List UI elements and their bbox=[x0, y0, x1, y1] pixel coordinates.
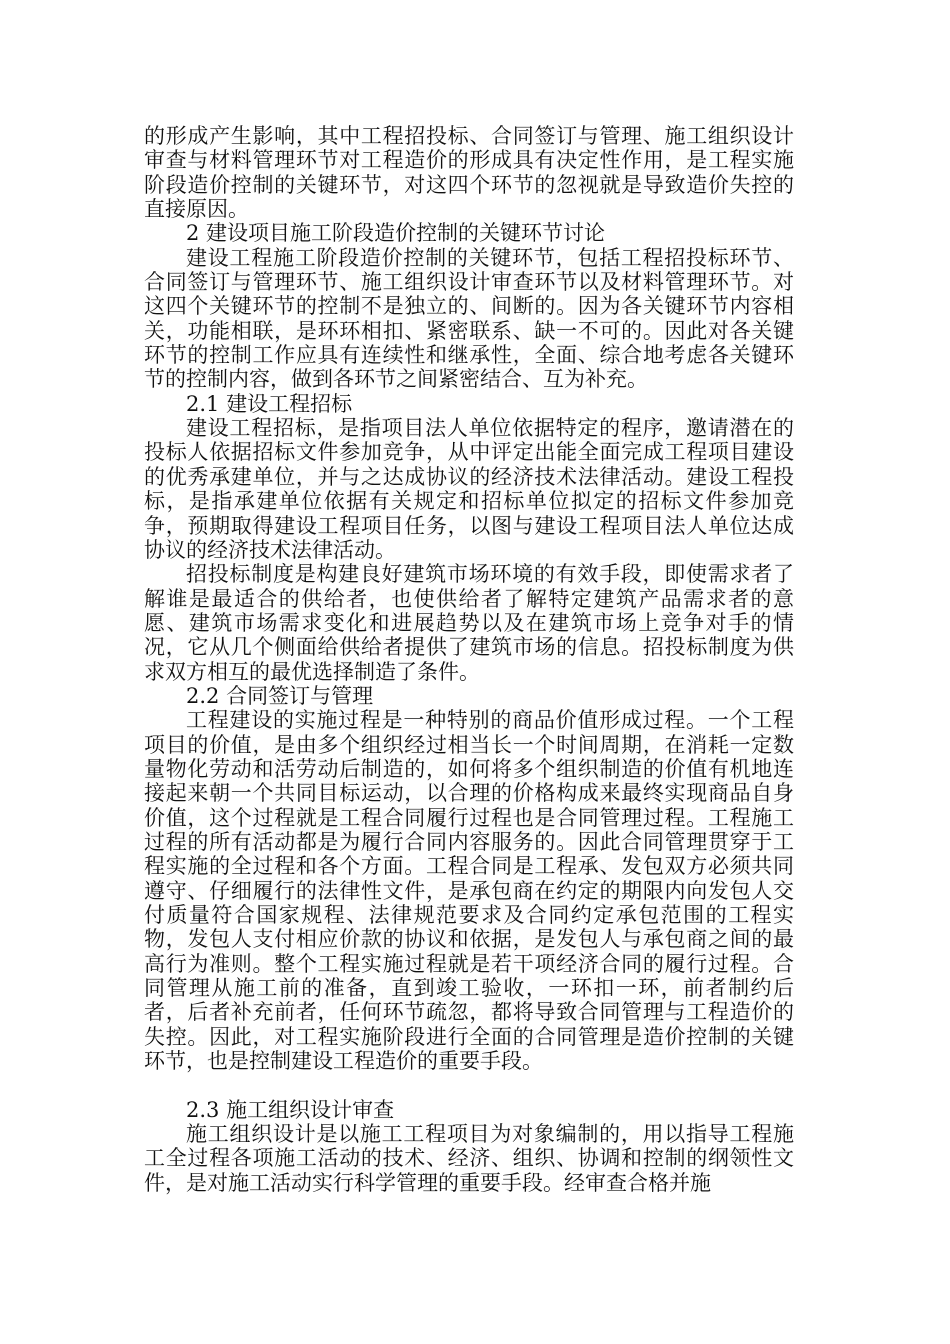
section-2-2-paragraph: 工程建设的实施过程是一种特别的商品价值形成过程。一个工程项目的价值，是由多个组织经过相当长一个时间周期，在消耗一定数量物化劳动和活劳动后制造的，如何将多个组织制造的价值有机地连接起来朝一个共同目标运动，以合理的价格构成来最终实现商品自身价值，这个过程就是工程合同履行过程也是合同管理过程。工程施工过程的所有活动都是为履行合同内容服务的。因此合同管理贯穿于工程实施的全过程和各个方面。工程合同是工程承、发包双方必须共同遵守、仔细履行的法律性文件，是承包商在约定的期限内向发包人交付质量符合国家规程、法律规范要求及合同约定承包范围的工程实物，发包人支付相应价款的协议和依据，是发包人与承包商之间的最高行为准则。整个工程实施过程就是若干项经济合同的履行过程。合同管理从施工前的准备，直到竣工验收，一环扣一环，前者制约后者，后者补充前者，任何环节疏忽，都将导致合同管理与工程造价的失控。因此，对工程实施阶段进行全面的合同管理是造价控制的关键环节，也是控制建设工程造价的重要手段。 bbox=[144, 708, 794, 1074]
section-2-heading: 2 建设项目施工阶段造价控制的关键环节讨论 bbox=[186, 221, 606, 246]
blank-line bbox=[144, 1073, 794, 1097]
section-2-3-heading: 2.3 施工组织设计审查 bbox=[186, 1097, 395, 1122]
document-page bbox=[144, 124, 794, 1195]
section-2-1-heading: 2.1 建设工程招标 bbox=[186, 391, 353, 416]
section-2-3-paragraph: 施工组织设计是以施工工程项目为对象编制的，用以指导工程施工全过程各项施工活动的技术、经济、组织、协调和控制的纲领性文件，是对施工活动实行科学管理的重要手段。经审查合格并施 bbox=[144, 1122, 794, 1195]
section-2-1-paragraph-1: 建设工程招标，是指项目法人单位依据特定的程序，邀请潜在的投标人依据招标文件参加竞争，从中评定出能全面完成工程项目建设的优秀承建单位，并与之达成协议的经济技术法律活动。建设工程投标，是指承建单位依据有关规定和招标单位拟定的招标文件参加竞争，预期取得建设工程项目任务，以图与建设工程项目法人单位达成协议的经济技术法律活动。 bbox=[144, 416, 794, 562]
section-2-1-paragraph-2: 招投标制度是构建良好建筑市场环境的有效手段，即使需求者了解谁是最适合的供给者，也使供给者了解特定建筑产品需求者的意愿、建筑市场需求变化和进展趋势以及在建筑市场上竞争对手的情况，它从几个侧面给供给者提供了建筑市场的信息。招投标制度为供求双方相互的最优选择制造了条件。 bbox=[144, 562, 794, 684]
section-2-paragraph: 建设工程施工阶段造价控制的关键环节，包括工程招投标环节、合同签订与管理环节、施工组织设计审查环节以及材料管理环节。对这四个关键环节的控制不是独立的、间断的。因为各关键环节内容相关，功能相联，是环环相扣、紧密联系、缺一不可的。因此对各关键环节的控制工作应具有连续性和继承性，全面、综合地考虑各关键环节的控制内容，做到各环节之间紧密结合、互为补充。 bbox=[144, 245, 794, 392]
section-2-2-heading: 2.2 合同签订与管理 bbox=[186, 683, 374, 708]
intro-paragraph: 的形成产生影响，其中工程招投标、合同签订与管理、施工组织设计审查与材料管理环节对工程造价的形成具有决定性作用，是工程实施阶段造价控制的关键环节，对这四个环节的忽视就是导致造价失控的直接原因。 bbox=[144, 124, 794, 222]
